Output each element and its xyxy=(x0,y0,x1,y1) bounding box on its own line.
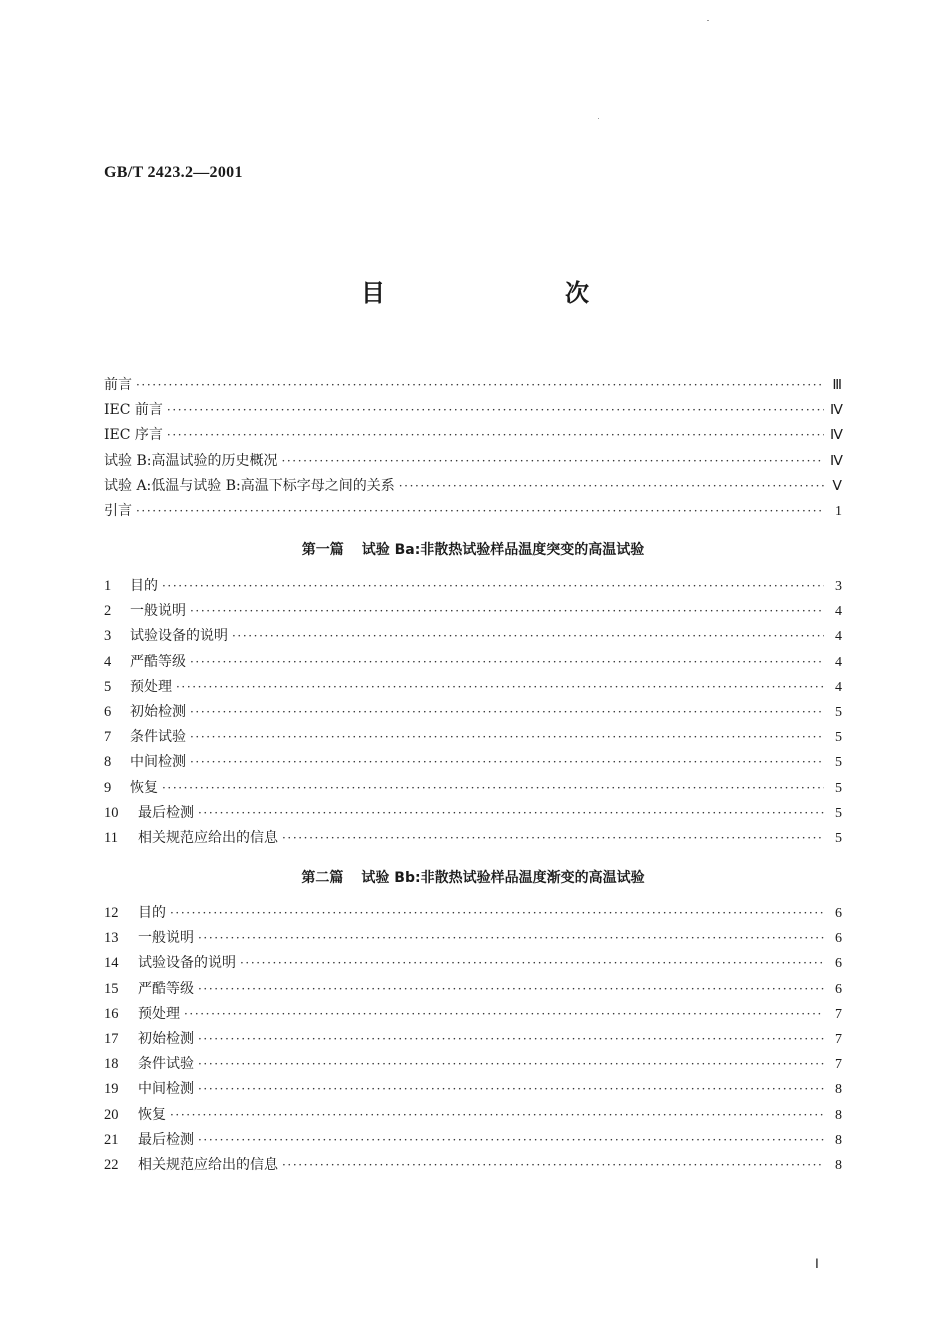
entry-label: 严酷等级 xyxy=(138,980,194,997)
standard-number: GB/T 2423.2—2001 xyxy=(104,164,243,181)
section-number: 3 xyxy=(104,628,112,645)
dot-leader xyxy=(399,479,824,493)
dot-leader xyxy=(190,655,824,669)
entry-label: 初始检测 xyxy=(138,1030,194,1047)
section-number: 20 xyxy=(104,1106,119,1123)
page-number: Ⅳ xyxy=(830,428,843,444)
toc-entry[interactable] xyxy=(104,500,842,525)
section-number: 10 xyxy=(104,804,119,821)
dot-leader xyxy=(190,604,824,618)
section-number: 1 xyxy=(104,578,112,594)
dot-leader xyxy=(198,1057,824,1071)
page-number: 5 xyxy=(835,704,842,720)
toc-entry[interactable] xyxy=(104,475,842,500)
entry-label: 试验设备的说明 xyxy=(138,955,236,972)
page-number: 7 xyxy=(835,1006,842,1022)
page-number: 4 xyxy=(835,679,842,695)
page-number: 4 xyxy=(835,629,842,645)
section-number: 12 xyxy=(104,905,119,921)
dot-leader xyxy=(282,831,824,845)
toc-entry[interactable] xyxy=(104,1028,842,1053)
entry-label: 条件试验 xyxy=(138,1056,194,1073)
toc-part-2 xyxy=(104,865,842,1179)
section-number: 18 xyxy=(104,1056,119,1073)
part-title: 试验 Bb:非散热试验样品温度渐变的高温试验 xyxy=(361,870,645,886)
entry-label: 引言 xyxy=(104,502,132,519)
section-number: 4 xyxy=(104,653,112,670)
dot-leader xyxy=(232,629,824,643)
toc-entry[interactable] xyxy=(104,777,842,802)
toc-entry[interactable] xyxy=(104,1003,842,1028)
dot-leader xyxy=(198,1133,824,1147)
page-number: Ⅳ xyxy=(830,403,843,419)
dot-leader xyxy=(162,781,824,795)
page-title: 目 次 xyxy=(361,279,667,307)
toc-entry[interactable] xyxy=(104,902,842,927)
page-number: 5 xyxy=(835,805,842,821)
dot-leader xyxy=(198,982,824,996)
entry-label: 预处理 xyxy=(130,678,172,695)
entry-label: 前言 xyxy=(104,377,132,393)
entry-label: 试验设备的说明 xyxy=(130,628,228,645)
entry-label: 恢复 xyxy=(138,1106,166,1123)
entry-label: 最后检测 xyxy=(138,804,194,821)
dot-leader xyxy=(136,504,824,518)
section-number: 7 xyxy=(104,729,112,746)
toc-entry[interactable] xyxy=(104,827,842,852)
dot-leader xyxy=(198,1032,824,1046)
dot-leader xyxy=(136,378,824,392)
toc-entry[interactable] xyxy=(104,751,842,776)
section-number: 8 xyxy=(104,754,112,771)
toc-entry[interactable] xyxy=(104,802,842,827)
page-number: 8 xyxy=(835,1107,842,1123)
toc-entry[interactable] xyxy=(104,374,842,399)
entry-label: 恢复 xyxy=(130,779,158,796)
toc-entry[interactable] xyxy=(104,1129,842,1154)
toc-entry[interactable] xyxy=(104,575,842,600)
toc-entry[interactable] xyxy=(104,927,842,952)
toc-entries xyxy=(104,575,842,852)
footer-page-number: Ⅰ xyxy=(815,1256,819,1271)
entry-label: 条件试验 xyxy=(130,729,186,746)
section-number: 13 xyxy=(104,930,119,947)
section-number: 5 xyxy=(104,678,112,695)
toc-entry[interactable] xyxy=(104,399,842,424)
page-number: 6 xyxy=(835,931,842,947)
page-number: 5 xyxy=(835,780,842,796)
entry-label: 试验 A:低温与试验 B:高温下标字母之间的关系 xyxy=(104,477,395,494)
page-number: 7 xyxy=(835,1057,842,1073)
section-number: 11 xyxy=(104,829,118,846)
dot-leader xyxy=(190,755,824,769)
dot-leader xyxy=(190,730,824,744)
part-heading xyxy=(104,865,842,901)
entry-label: 一般说明 xyxy=(130,603,186,620)
page-number: Ⅴ xyxy=(832,478,842,494)
dot-leader xyxy=(184,1007,824,1021)
toc-entry[interactable] xyxy=(104,1104,842,1129)
part-heading xyxy=(104,537,842,573)
section-number: 19 xyxy=(104,1081,119,1098)
dot-leader xyxy=(198,1082,824,1096)
entry-label: 中间检测 xyxy=(138,1081,194,1098)
dot-leader xyxy=(240,956,824,970)
page-number: 8 xyxy=(835,1132,842,1148)
dot-leader xyxy=(176,680,824,694)
dot-leader xyxy=(167,428,824,442)
toc-entry[interactable] xyxy=(104,701,842,726)
page-number: 4 xyxy=(835,604,842,620)
page-number: 6 xyxy=(835,906,842,921)
part-title: 试验 Ba:非散热试验样品温度突变的高温试验 xyxy=(361,542,645,558)
section-number: 14 xyxy=(104,955,119,972)
section-number: 15 xyxy=(104,980,119,997)
entry-label: 相关规范应给出的信息 xyxy=(138,829,278,846)
page-number: 6 xyxy=(835,956,842,972)
entry-label: 目的 xyxy=(138,905,166,921)
page-number: 5 xyxy=(835,755,842,771)
page-number: 3 xyxy=(835,579,842,594)
toc-entry[interactable] xyxy=(104,676,842,701)
toc-part-1 xyxy=(104,537,842,852)
entry-label: IEC 前言 xyxy=(104,402,163,419)
entry-label: 目的 xyxy=(130,578,158,594)
part-label: 第一篇 xyxy=(301,542,344,558)
dot-leader xyxy=(162,579,824,593)
part-label: 第二篇 xyxy=(301,870,344,886)
page-number: 8 xyxy=(835,1082,842,1098)
page-number: 8 xyxy=(835,1157,842,1173)
toc-entry[interactable] xyxy=(104,450,842,475)
page-number: 5 xyxy=(835,730,842,746)
page-number: 4 xyxy=(835,654,842,670)
dot-leader xyxy=(167,403,824,417)
dot-leader xyxy=(281,454,824,468)
toc-entry[interactable] xyxy=(104,726,842,751)
page-number: 5 xyxy=(835,830,842,846)
section-number: 6 xyxy=(104,703,112,720)
toc-entry[interactable] xyxy=(104,651,842,676)
entry-label: IEC 序言 xyxy=(104,427,163,444)
dot-leader xyxy=(282,1158,824,1172)
entry-label: 一般说明 xyxy=(138,930,194,947)
section-number: 9 xyxy=(104,779,112,796)
entry-label: 试验 B:高温试验的历史概况 xyxy=(104,452,278,469)
dot-leader xyxy=(170,1108,824,1122)
page-number: 6 xyxy=(835,981,842,997)
section-number: 16 xyxy=(104,1005,119,1022)
dot-leader xyxy=(170,906,824,920)
entry-label: 初始检测 xyxy=(130,703,186,720)
dot-leader xyxy=(198,806,824,820)
section-number: 22 xyxy=(104,1156,119,1173)
page-number: Ⅲ xyxy=(832,378,842,393)
dot-leader xyxy=(190,705,824,719)
toc-entry[interactable] xyxy=(104,978,842,1003)
section-number: 2 xyxy=(104,603,112,620)
entry-label: 预处理 xyxy=(138,1005,180,1022)
entry-label: 中间检测 xyxy=(130,754,186,771)
toc-entry[interactable] xyxy=(104,1053,842,1078)
toc-entry[interactable] xyxy=(104,424,842,449)
dot-leader xyxy=(198,931,824,945)
page-number: Ⅳ xyxy=(830,453,843,469)
toc-front-matter xyxy=(104,374,842,525)
entry-label: 最后检测 xyxy=(138,1131,194,1148)
section-number: 21 xyxy=(104,1131,119,1148)
entry-label: 严酷等级 xyxy=(130,653,186,670)
toc-entry[interactable] xyxy=(104,1154,842,1179)
page-number: 7 xyxy=(835,1031,842,1047)
section-number: 17 xyxy=(104,1030,119,1047)
toc-entry[interactable] xyxy=(104,952,842,977)
toc-entry[interactable] xyxy=(104,600,842,625)
page-number: 1 xyxy=(835,503,842,519)
scan-speck xyxy=(707,20,709,21)
scan-speck xyxy=(598,118,599,119)
entry-label: 相关规范应给出的信息 xyxy=(138,1156,278,1173)
toc-entries xyxy=(104,902,842,1179)
toc-entry[interactable] xyxy=(104,625,842,650)
toc-entry[interactable] xyxy=(104,1078,842,1103)
